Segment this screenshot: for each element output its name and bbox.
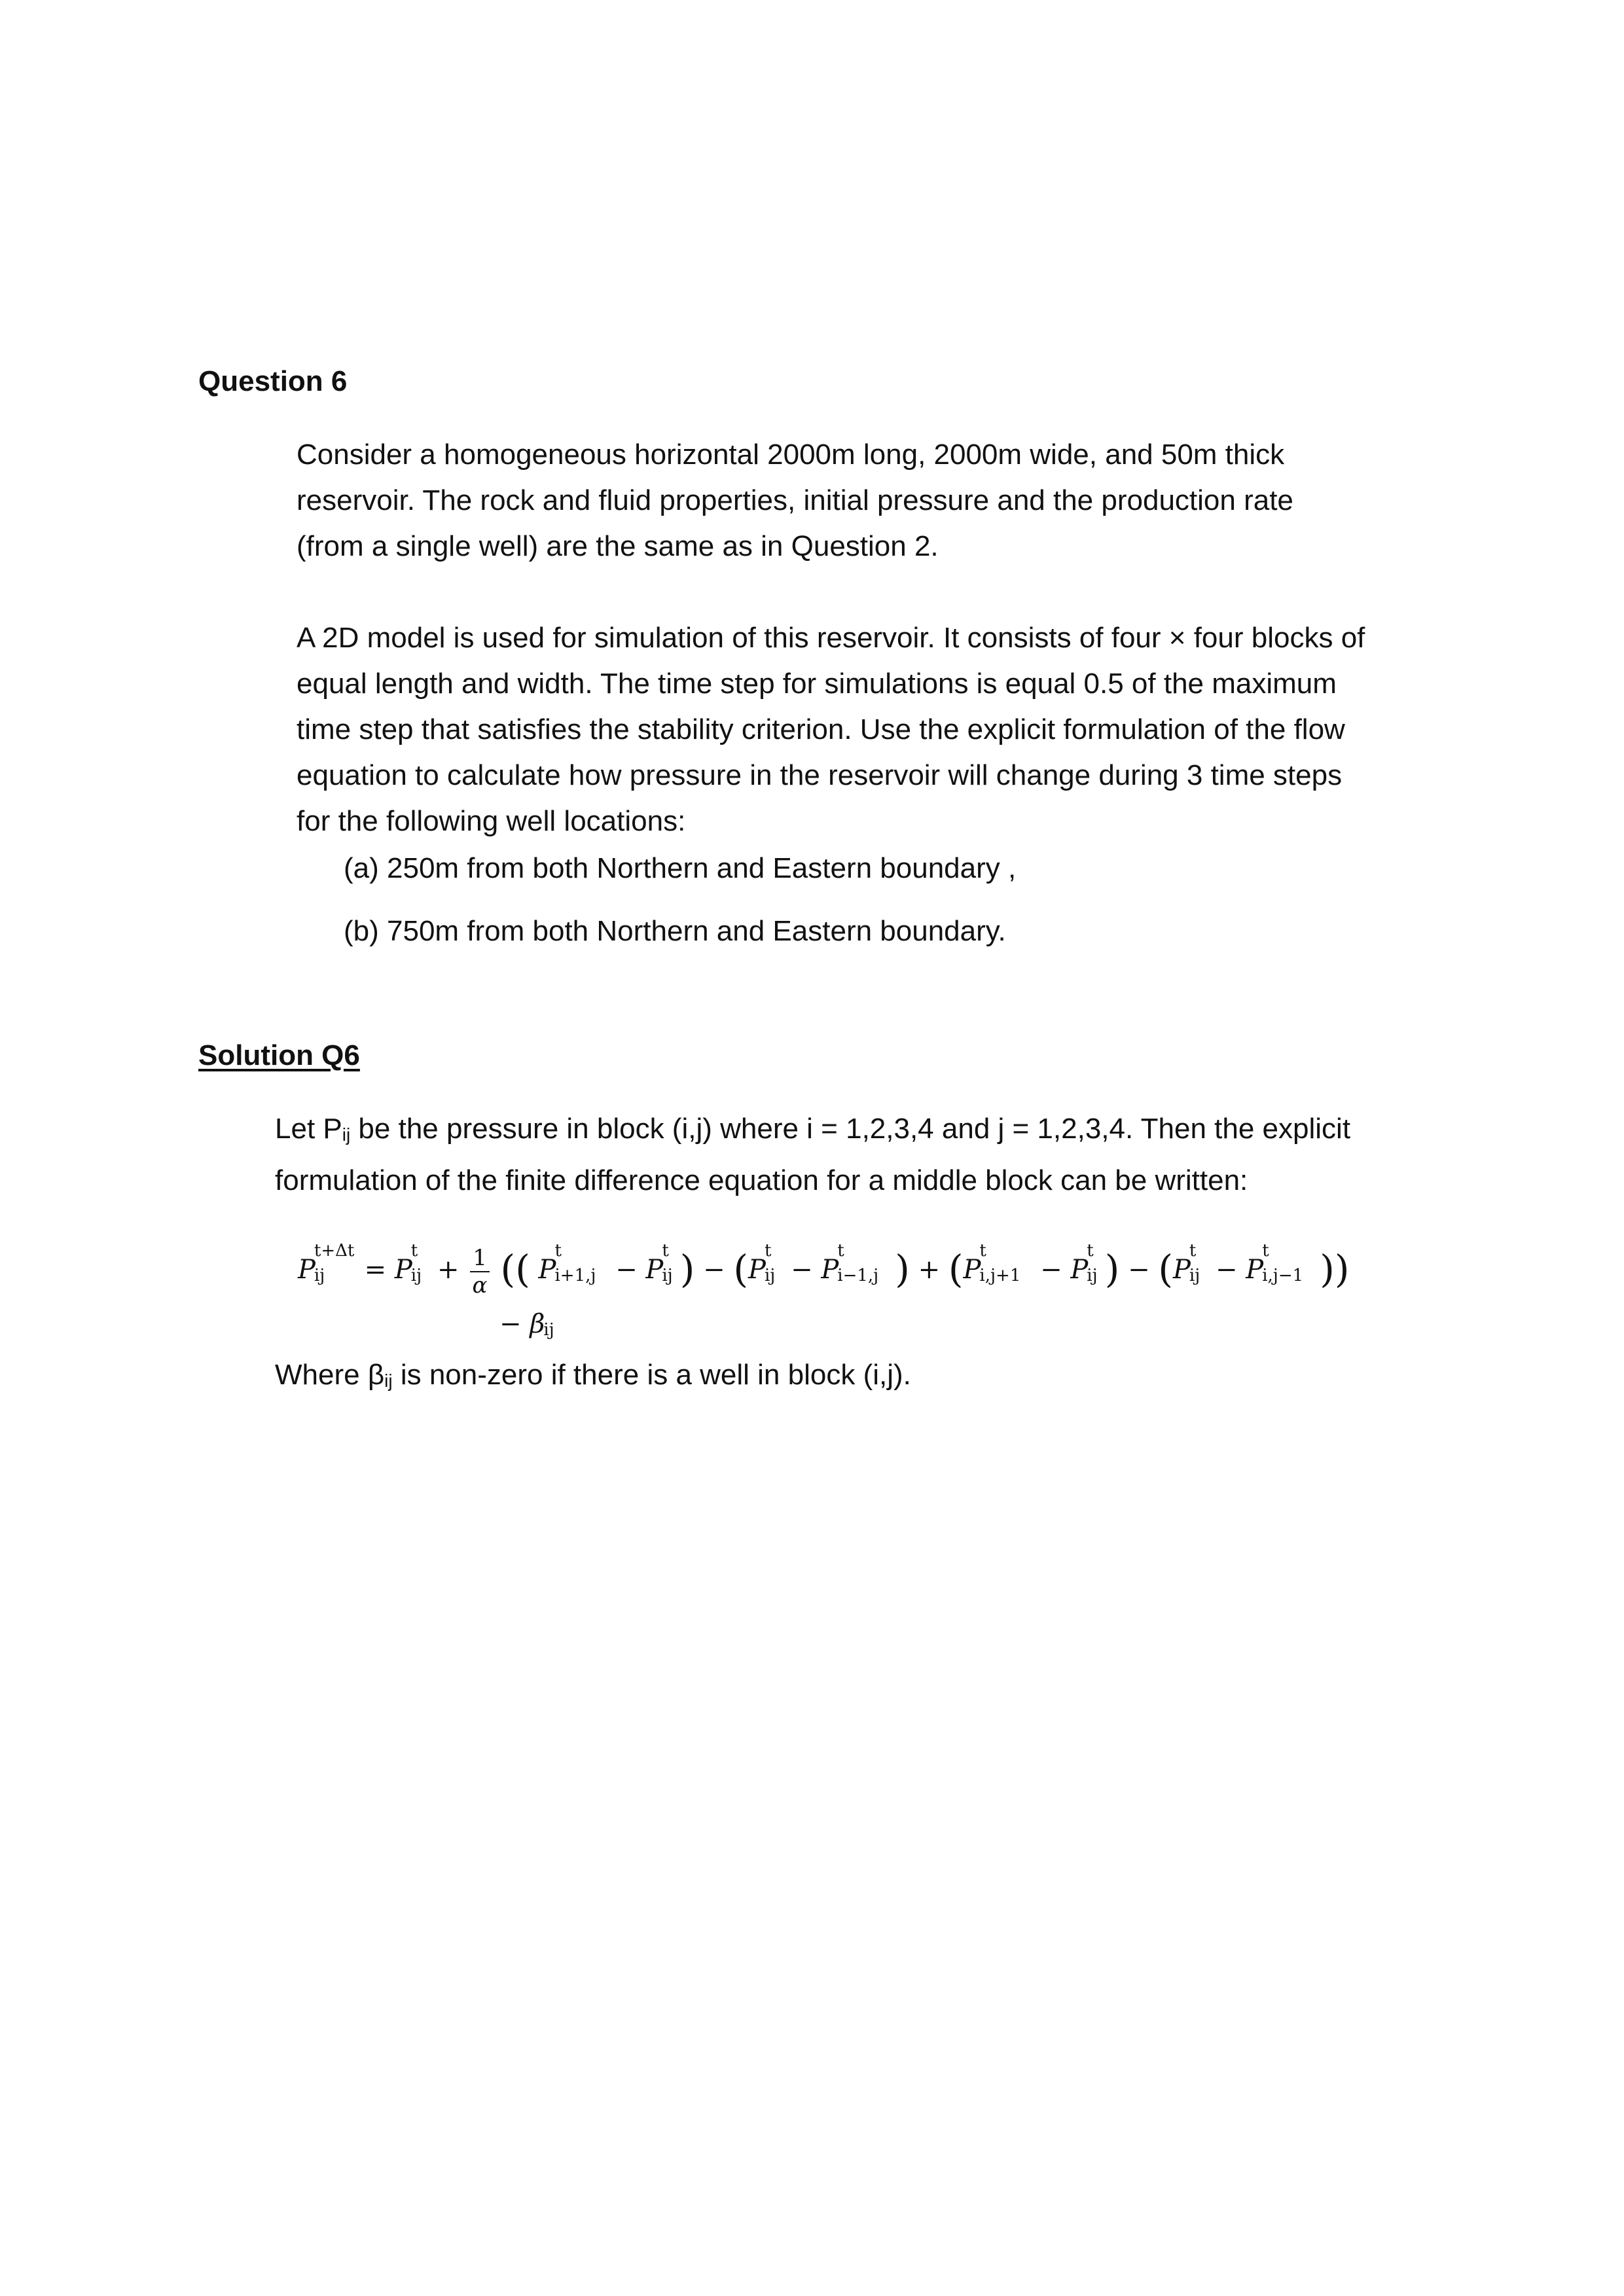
equation-row-1 xyxy=(298,1241,1350,1299)
eq-paren: ( xyxy=(733,1247,749,1291)
eq-term-pij: P t ij xyxy=(394,1241,422,1285)
eq-paren: ) xyxy=(895,1247,910,1291)
text-line xyxy=(275,1106,1350,1158)
text-line: equation to calculate how pressure in the reservoir will change during 3 time steps xyxy=(297,759,1343,791)
eq-paren: ) xyxy=(1104,1247,1120,1291)
text-span: is non-zero if there is a well in block (i,j). xyxy=(392,1359,911,1391)
eq-term-lhs: P t+Δt ij xyxy=(298,1241,355,1285)
eq-term: P t i+1,j xyxy=(538,1241,596,1285)
solution-title: Solution Q6 xyxy=(198,1039,360,1071)
eq-paren: ) xyxy=(679,1247,695,1291)
text-line: equal length and width. The time step for simulations is equal 0.5 of the maximum xyxy=(297,668,1337,700)
eq-fraction: $\frac{1}{\alpha}$ xyxy=(470,1245,490,1299)
eq-term: P t i,j−1 xyxy=(1246,1241,1304,1285)
subscript: ij xyxy=(384,1371,393,1391)
text-span: Let P xyxy=(275,1113,342,1145)
eq-paren: ( xyxy=(515,1247,530,1291)
eq-plus: + xyxy=(437,1255,460,1285)
eq-term: P t ij xyxy=(748,1241,776,1285)
eq-term: P t ij xyxy=(1172,1241,1200,1285)
eq-minus: − xyxy=(1216,1255,1238,1285)
eq-term: P t i−1,j xyxy=(821,1241,879,1285)
eq-paren: ( xyxy=(500,1247,516,1291)
text-line: reservoir. The rock and fluid properties, initial pressure and the production rate xyxy=(297,484,1293,516)
subscript: ij xyxy=(342,1124,351,1145)
solution-intro xyxy=(275,1106,1350,1204)
text-line: formulation of the finite difference equation for a middle block can be written: xyxy=(275,1164,1248,1196)
eq-paren: ( xyxy=(1158,1247,1173,1291)
eq-term-beta: β ij xyxy=(530,1309,554,1340)
text-line: A 2D model is used for simulation of this reservoir. It consists of four × four blocks of xyxy=(297,622,1365,654)
text-span: be the pressure in block (i,j) where i = 1,2,3,4 and j = 1,2,3,4. Then the explicit xyxy=(350,1113,1351,1145)
eq-term: P t ij xyxy=(1070,1241,1098,1285)
eq-minus: − xyxy=(499,1309,522,1339)
explicit-formulation-equation xyxy=(298,1216,1424,1340)
text-span: Where β xyxy=(275,1359,385,1391)
text-line: (from a single well) are the same as in Question 2. xyxy=(297,530,939,562)
equation-row-2 xyxy=(499,1309,554,1340)
eq-term: P t ij xyxy=(645,1241,673,1285)
eq-minus: − xyxy=(615,1255,638,1285)
text-line: Consider a homogeneous horizontal 2000m long, 2000m wide, and 50m thick xyxy=(297,439,1285,471)
eq-paren: ) xyxy=(1334,1247,1350,1291)
eq-minus: − xyxy=(1040,1255,1062,1285)
eq-term: P t i,j+1 xyxy=(963,1241,1021,1285)
eq-paren: ( xyxy=(948,1247,964,1291)
text-line: time step that satisfies the stability criterion. Use the explicit formulation of the flow xyxy=(297,713,1345,745)
list-item-b: (b) 750m from both Northern and Eastern boundary. xyxy=(344,915,1006,947)
eq-minus: − xyxy=(791,1255,813,1285)
question-paragraph-2 xyxy=(297,615,1365,844)
list-item-a: (a) 250m from both Northern and Eastern boundary , xyxy=(344,852,1017,884)
eq-plus: + xyxy=(918,1255,941,1285)
text-line: for the following well locations: xyxy=(297,805,686,837)
eq-minus: − xyxy=(703,1255,725,1285)
question-title: Question 6 xyxy=(198,365,348,397)
text-line xyxy=(275,1352,911,1404)
solution-where-note xyxy=(275,1352,911,1404)
eq-equals: = xyxy=(364,1255,387,1285)
question-paragraph-1 xyxy=(297,432,1293,569)
eq-paren: ) xyxy=(1320,1247,1335,1291)
eq-minus: − xyxy=(1128,1255,1150,1285)
